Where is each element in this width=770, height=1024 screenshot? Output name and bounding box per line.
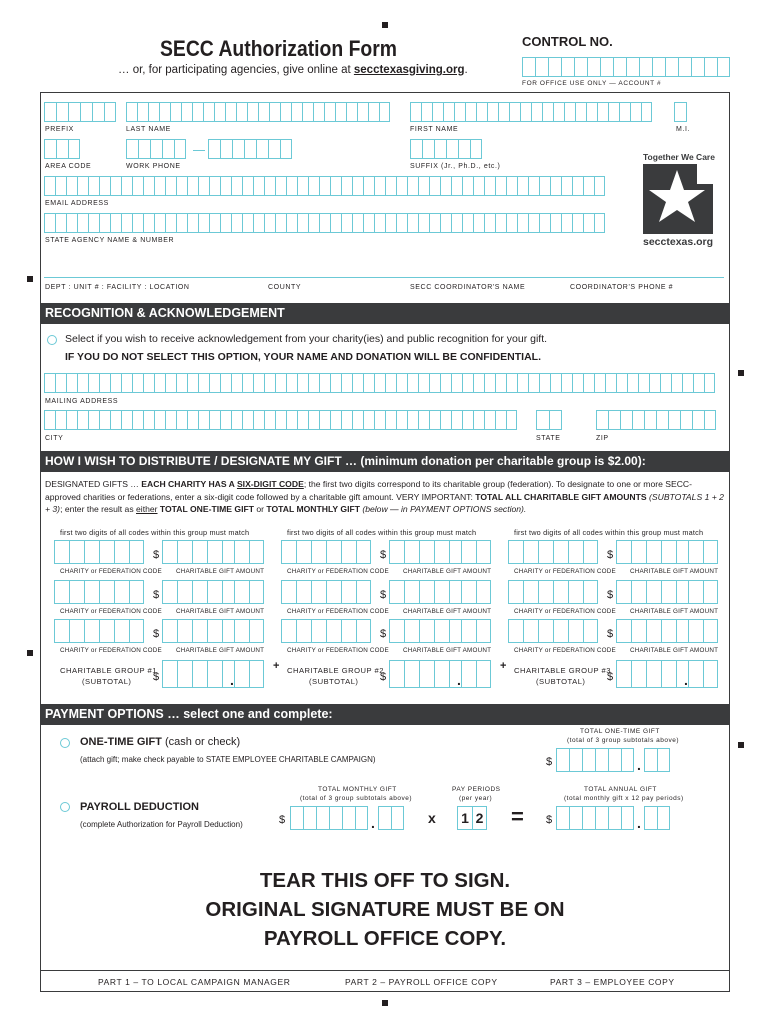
gift-amount-cents[interactable] xyxy=(461,540,491,564)
amount-label: CHARITABLE GIFT AMOUNT xyxy=(176,647,265,654)
gift-amount-cents[interactable] xyxy=(234,540,264,564)
last-name-label: LAST NAME xyxy=(126,126,171,133)
amount-dollar: $ xyxy=(607,589,614,601)
distribute-heading: HOW I WISH TO DISTRIBUTE / DESIGNATE MY GIFT … (minimum donation per charitable group is $2.00): xyxy=(40,451,730,472)
annual-dollar: $ xyxy=(546,814,553,826)
times-sign: x xyxy=(428,810,436,826)
pay-periods-label: PAY PERIODS xyxy=(452,786,501,793)
suffix-field[interactable] xyxy=(410,139,482,159)
gift-amount-cents[interactable] xyxy=(234,619,264,643)
para-part: (below — in PAYMENT OPTIONS section). xyxy=(359,504,527,514)
footer-part-3: PART 3 – EMPLOYEE COPY xyxy=(550,977,675,987)
tear-line-1: TEAR THIS OFF TO SIGN. xyxy=(259,869,511,892)
amount-dollar: $ xyxy=(607,628,614,640)
control-no-field[interactable] xyxy=(522,57,730,77)
prefix-label: PREFIX xyxy=(45,126,74,133)
gift-amount-cents[interactable] xyxy=(461,619,491,643)
dept-label: DEPT : UNIT # : FACILITY : LOCATION xyxy=(45,284,190,291)
last-name-field[interactable] xyxy=(126,102,390,122)
gift-amount-field[interactable] xyxy=(162,580,237,604)
charity-code-field[interactable] xyxy=(508,540,598,564)
work-phone-suffix-field[interactable] xyxy=(208,139,292,159)
group-subtotal-cents[interactable] xyxy=(461,660,491,688)
work-phone-label: WORK PHONE xyxy=(126,163,181,170)
para-part: either xyxy=(136,504,158,514)
para-part: SIX-DIGIT CODE xyxy=(236,479,304,489)
subtitle-prefix: … or, for participating agencies, give online at xyxy=(118,64,354,76)
total-monthly-cents[interactable] xyxy=(378,806,404,830)
total-annual-cents[interactable] xyxy=(644,806,670,830)
gift-amount-field[interactable] xyxy=(162,619,237,643)
payroll-radio[interactable] xyxy=(60,802,70,812)
amount-dollar: $ xyxy=(153,589,160,601)
gift-amount-field[interactable] xyxy=(389,619,464,643)
mi-label: M.I. xyxy=(676,126,691,133)
amount-dollar: $ xyxy=(153,549,160,561)
subtitle-suffix: . xyxy=(464,64,468,76)
amount-label: CHARITABLE GIFT AMOUNT xyxy=(176,608,265,615)
group-subtotal-cents[interactable] xyxy=(688,660,718,688)
amount-dollar: $ xyxy=(380,549,387,561)
onetime-label xyxy=(80,736,240,748)
equals-sign: = xyxy=(511,804,524,829)
code-label: CHARITY or FEDERATION CODE xyxy=(287,608,389,615)
amount-label: CHARITABLE GIFT AMOUNT xyxy=(176,568,265,575)
gift-amount-cents[interactable] xyxy=(688,540,718,564)
code-label: CHARITY or FEDERATION CODE xyxy=(60,608,162,615)
tear-line-2: ORIGINAL SIGNATURE MUST BE ON xyxy=(205,898,565,921)
designated-gifts-paragraph xyxy=(45,478,725,516)
monthly-dollar: $ xyxy=(279,814,286,826)
giving-link[interactable]: secctexasgiving.org xyxy=(353,64,465,76)
subtotal-decimal: . xyxy=(230,672,234,688)
total-onetime-label: TOTAL ONE-TIME GIFT xyxy=(580,728,660,735)
gift-amount-field[interactable] xyxy=(616,540,691,564)
total-onetime-field[interactable] xyxy=(556,748,634,772)
payroll-label: PAYROLL DEDUCTION xyxy=(80,801,199,813)
subtotal-decimal: . xyxy=(684,672,688,688)
first-name-field[interactable] xyxy=(410,102,652,122)
code-label: CHARITY or FEDERATION CODE xyxy=(287,568,389,575)
email-label: EMAIL ADDRESS xyxy=(45,200,109,207)
subtotal-decimal: . xyxy=(457,672,461,688)
amount-label: CHARITABLE GIFT AMOUNT xyxy=(630,647,719,654)
group-note: first two digits of all codes within this group must match xyxy=(60,528,250,537)
para-part: ; the first two digits correspond to its charitable group (federation). To designate to one or more SECC-approved charities or federations, enter a six-digit code followed by a charitable gift amount. VERY IMPORTANT: xyxy=(45,479,692,502)
subtotal-dollar: $ xyxy=(380,671,387,683)
total-annual-label: TOTAL ANNUAL GIFT xyxy=(584,786,657,793)
subtotal-dollar: $ xyxy=(153,671,160,683)
total-monthly-label: TOTAL MONTHLY GIFT xyxy=(318,786,397,793)
state-agency-field[interactable] xyxy=(44,213,605,233)
phone-dash xyxy=(193,150,205,151)
state-label: STATE xyxy=(536,435,561,442)
prefix-field[interactable] xyxy=(44,102,116,122)
state-agency-label: STATE AGENCY NAME & NUMBER xyxy=(45,237,175,244)
charity-code-field[interactable] xyxy=(281,619,371,643)
amount-dollar: $ xyxy=(380,628,387,640)
total-monthly-sub: (total of 3 group subtotals above) xyxy=(300,795,413,802)
group-note: first two digits of all codes within this group must match xyxy=(514,528,704,537)
group-subtotal-field[interactable] xyxy=(162,660,237,688)
footer-part-1: PART 1 – TO LOCAL CAMPAIGN MANAGER xyxy=(98,977,291,987)
code-label: CHARITY or FEDERATION CODE xyxy=(287,647,389,654)
amount-label: CHARITABLE GIFT AMOUNT xyxy=(630,608,719,615)
para-part: TOTAL MONTHLY GIFT xyxy=(266,504,360,514)
charity-code-field[interactable] xyxy=(54,619,144,643)
work-phone-prefix-field[interactable] xyxy=(126,139,186,159)
amount-label: CHARITABLE GIFT AMOUNT xyxy=(403,568,492,575)
para-part: (SUBTOTALS 1 + 2 + 3) xyxy=(45,491,724,514)
onetime-dollar: $ xyxy=(546,756,553,768)
registration-mark-top xyxy=(382,22,388,28)
first-name-label: FIRST NAME xyxy=(410,126,459,133)
amount-dollar: $ xyxy=(607,549,614,561)
zip-field[interactable] xyxy=(596,410,716,430)
form-subtitle xyxy=(118,64,468,76)
group-subtotal-cents[interactable] xyxy=(234,660,264,688)
gift-amount-cents[interactable] xyxy=(234,580,264,604)
pay-period-digit: 1 xyxy=(457,806,472,830)
footer-part-2: PART 2 – PAYROLL OFFICE COPY xyxy=(345,977,498,987)
state-field[interactable] xyxy=(536,410,562,430)
charity-code-field[interactable] xyxy=(508,619,598,643)
group-subtotal-label: CHARITABLE GROUP #2 xyxy=(287,666,384,675)
total-onetime-sub: (total of 3 group subtotals above) xyxy=(567,737,680,744)
group-subtotal-word: (SUBTOTAL) xyxy=(309,677,359,686)
mi-field[interactable] xyxy=(674,102,687,122)
form-title: SECC Authorization Form xyxy=(160,36,397,61)
city-field[interactable] xyxy=(44,410,517,430)
code-label: CHARITY or FEDERATION CODE xyxy=(514,608,616,615)
registration-mark-bottom xyxy=(382,1000,388,1006)
county-label: COUNTY xyxy=(268,284,302,291)
total-annual-field[interactable] xyxy=(556,806,634,830)
plus-sign: + xyxy=(500,660,507,672)
texas-star-logo xyxy=(643,164,713,234)
code-label: CHARITY or FEDERATION CODE xyxy=(60,647,162,654)
area-code-field[interactable] xyxy=(44,139,80,159)
plus-sign: + xyxy=(273,660,280,672)
code-label: CHARITY or FEDERATION CODE xyxy=(514,647,616,654)
charity-code-field[interactable] xyxy=(281,540,371,564)
logo-tagline: Together We Care xyxy=(643,152,715,162)
gift-amount-field[interactable] xyxy=(389,540,464,564)
gift-amount-field[interactable] xyxy=(616,619,691,643)
tear-line-3: PAYROLL OFFICE COPY. xyxy=(263,927,507,950)
code-label: CHARITY or FEDERATION CODE xyxy=(60,568,162,575)
group-subtotal-label: CHARITABLE GROUP #1 xyxy=(60,666,157,675)
group-subtotal-field[interactable] xyxy=(616,660,691,688)
para-part: or xyxy=(253,504,267,514)
city-label: CITY xyxy=(45,435,64,442)
amount-label: CHARITABLE GIFT AMOUNT xyxy=(630,568,719,575)
control-no-label: CONTROL NO. xyxy=(522,34,613,49)
payroll-note: (complete Authorization for Payroll Deduction) xyxy=(80,820,243,829)
confidential-warning: IF YOU DO NOT SELECT THIS OPTION, YOUR NAME AND DONATION WILL BE CONFIDENTIAL. xyxy=(65,351,542,363)
star-icon xyxy=(643,164,713,234)
gift-amount-field[interactable] xyxy=(616,580,691,604)
para-part: DESIGNATED GIFTS … xyxy=(45,479,142,489)
para-part: EACH CHARITY HAS A xyxy=(141,479,237,489)
para-part: TOTAL ONE-TIME GIFT xyxy=(157,504,254,514)
group-subtotal-field[interactable] xyxy=(389,660,464,688)
annual-decimal: . xyxy=(637,815,641,831)
gift-amount-field[interactable] xyxy=(162,540,237,564)
suffix-label: SUFFIX (Jr., Ph.D., etc.) xyxy=(410,163,501,170)
gift-amount-cents[interactable] xyxy=(688,619,718,643)
onetime-radio[interactable] xyxy=(60,738,70,748)
tear-notice xyxy=(40,866,730,953)
group-subtotal-word: (SUBTOTAL) xyxy=(82,677,132,686)
charity-code-field[interactable] xyxy=(54,540,144,564)
registration-mark-right-1 xyxy=(738,370,744,376)
onetime-label-text: ONE-TIME GIFT xyxy=(80,736,162,748)
recognition-option-text: Select if you wish to receive acknowledgement from your charity(ies) and public recognition for your gift. xyxy=(65,333,548,345)
area-code-label: AREA CODE xyxy=(45,163,92,170)
para-part: ; enter the result as xyxy=(60,504,137,514)
mailing-address-label: MAILING ADDRESS xyxy=(45,398,119,405)
amount-label: CHARITABLE GIFT AMOUNT xyxy=(403,647,492,654)
total-onetime-cents[interactable] xyxy=(644,748,670,772)
pay-periods-sub: (per year) xyxy=(459,795,493,802)
charity-code-field[interactable] xyxy=(508,580,598,604)
gift-amount-cents[interactable] xyxy=(461,580,491,604)
group-subtotal-label: CHARITABLE GROUP #3 xyxy=(514,666,611,675)
amount-dollar: $ xyxy=(153,628,160,640)
registration-mark-left-1 xyxy=(27,276,33,282)
pay-periods-field xyxy=(457,806,487,830)
onetime-sub: (cash or check) xyxy=(161,736,241,748)
mailing-address-field[interactable] xyxy=(44,373,715,393)
amount-dollar: $ xyxy=(380,589,387,601)
pay-period-digit: 2 xyxy=(472,806,487,830)
gift-amount-cents[interactable] xyxy=(688,580,718,604)
registration-mark-right-2 xyxy=(738,742,744,748)
dept-field[interactable] xyxy=(44,277,724,278)
subtotal-dollar: $ xyxy=(607,671,614,683)
total-monthly-field[interactable] xyxy=(290,806,368,830)
amount-label: CHARITABLE GIFT AMOUNT xyxy=(403,608,492,615)
onetime-decimal: . xyxy=(637,757,641,773)
code-label: CHARITY or FEDERATION CODE xyxy=(514,568,616,575)
para-part: TOTAL ALL CHARITABLE GIFT AMOUNTS xyxy=(475,491,647,502)
monthly-decimal: . xyxy=(371,815,375,831)
recognition-radio[interactable] xyxy=(47,335,57,345)
logo-site: secctexas.org xyxy=(643,236,714,248)
registration-mark-left-2 xyxy=(27,650,33,656)
recognition-heading: RECOGNITION & ACKNOWLEDGEMENT xyxy=(40,303,730,324)
gift-amount-field[interactable] xyxy=(389,580,464,604)
total-annual-sub: (total monthly gift x 12 pay periods) xyxy=(564,795,684,802)
charity-code-field[interactable] xyxy=(281,580,371,604)
charity-code-field[interactable] xyxy=(54,580,144,604)
coordinator-name-label: SECC COORDINATOR'S NAME xyxy=(410,284,526,291)
onetime-note: (attach gift; make check payable to STATE EMPLOYEE CHARITABLE CAMPAIGN) xyxy=(80,755,376,764)
zip-label: ZIP xyxy=(596,435,609,442)
email-field[interactable] xyxy=(44,176,605,196)
office-use-label: FOR OFFICE USE ONLY — ACCOUNT # xyxy=(522,80,662,87)
footer-divider xyxy=(40,970,730,971)
payment-heading: PAYMENT OPTIONS … select one and complete: xyxy=(40,704,730,725)
coordinator-phone-label: COORDINATOR'S PHONE # xyxy=(570,284,674,291)
group-note: first two digits of all codes within this group must match xyxy=(287,528,477,537)
group-subtotal-word: (SUBTOTAL) xyxy=(536,677,586,686)
